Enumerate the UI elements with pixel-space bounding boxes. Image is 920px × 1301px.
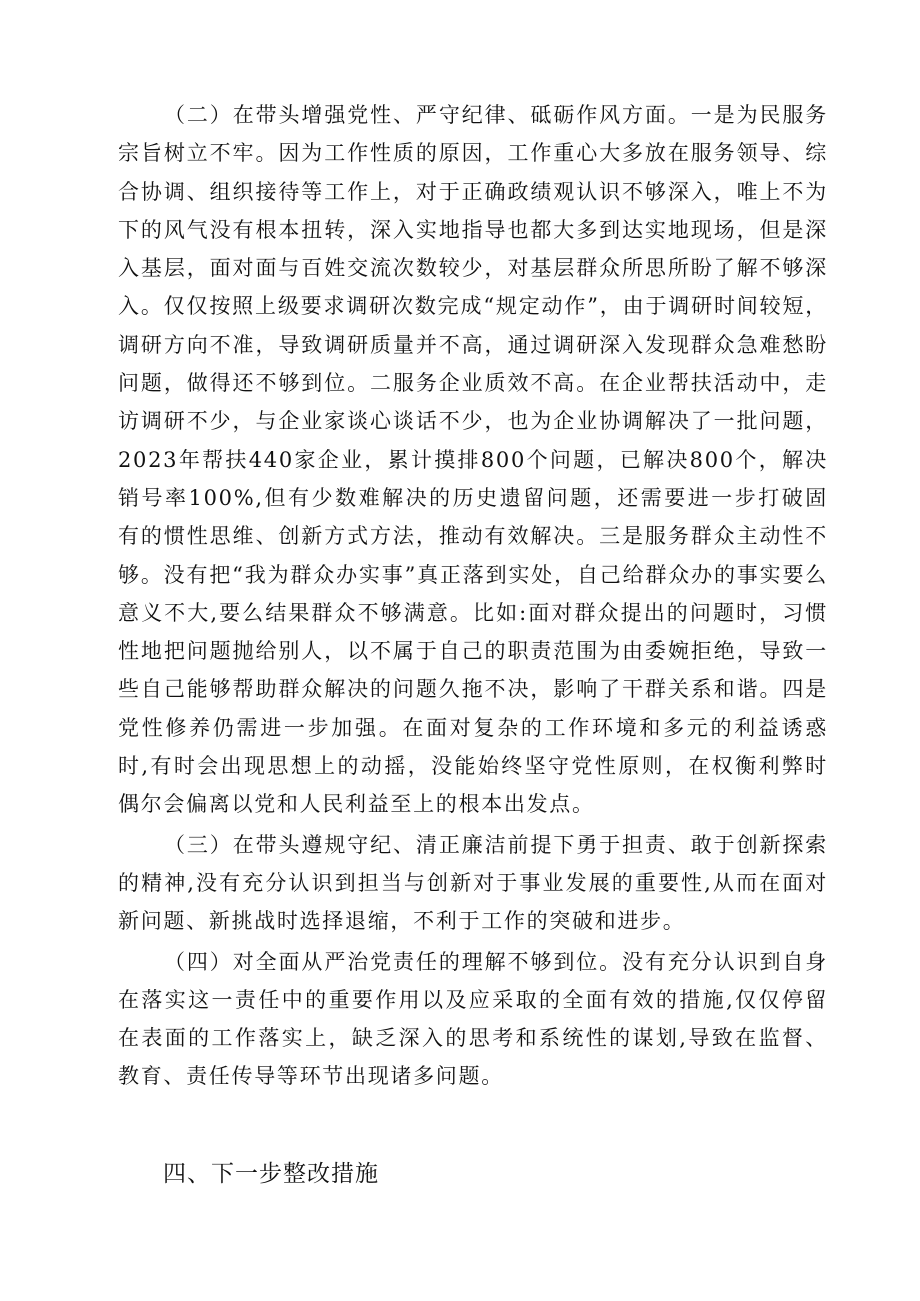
document-body bbox=[118, 96, 828, 1096]
paragraph-section-2: （二）在带头增强党性、严守纪律、砥砺作风方面。一是为民服务宗旨树立不牢。因为工作性质的原因，工作重心大多放在服务领导、综合协调、组织接待等工作上，对于正确政绩观认识不够深入，唯上不为下的风气没有根本扭转，深入实地指导也都大多到达实地现场，但是深入基层，面对面与百姓交流次数较少，对基层群众所思所盼了解不够深入。仅仅按照上级要求调研次数完成“规定动作”，由于调研时间较短，调研方向不准，导致调研质量并不高，通过调研深入发现群众急难愁盼问题，做得还不够到位。二服务企业质效不高。在企业帮扶活动中，走访调研不少，与企业家谈心谈话不少，也为企业协调解决了一批问题，2023年帮扶440家企业，累计摸排800个问题，已解决800个，解决销号率100%,但有少数难解决的历史遗留问题，还需要进一步打破固有的惯性思维、创新方式方法，推动有效解决。三是服务群众主动性不够。没有把“我为群众办实事”真正落到实处，自己给群众办的事实要么意义不大,要么结果群众不够满意。比如:面对群众提出的问题时，习惯性地把问题抛给别人，以不属于自己的职责范围为由委婉拒绝，导致一些自己能够帮助群众解决的问题久拖不决，影响了干群关系和谐。四是党性修养仍需进一步加强。在面对复杂的工作环境和多元的利益诱惑时,有时会出现思想上的动摇，没能始终坚守党性原则，在权衡利弊时偶尔会偏离以党和人民利益至上的根本出发点。 bbox=[118, 103, 828, 817]
paragraph-section-3: （三）在带头遵规守纪、清正廉洁前提下勇于担责、敢于创新探索的精神,没有充分认识到担当与创新对于事业发展的重要性,从而在面对新问题、新挑战时选择退缩，不利于工作的突破和进步。 bbox=[118, 832, 828, 934]
section-heading: 四、下一步整改措施 bbox=[163, 1161, 379, 1187]
paragraph-section-4: （四）对全面从严治党责任的理解不够到位。没有充分认识到自身在落实这一责任中的重要作用以及应采取的全面有效的措施,仅仅停留在表面的工作落实上，缺乏深入的思考和系统性的谋划,导致在监督、教育、责任传导等环节出现诸多问题。 bbox=[118, 949, 828, 1089]
